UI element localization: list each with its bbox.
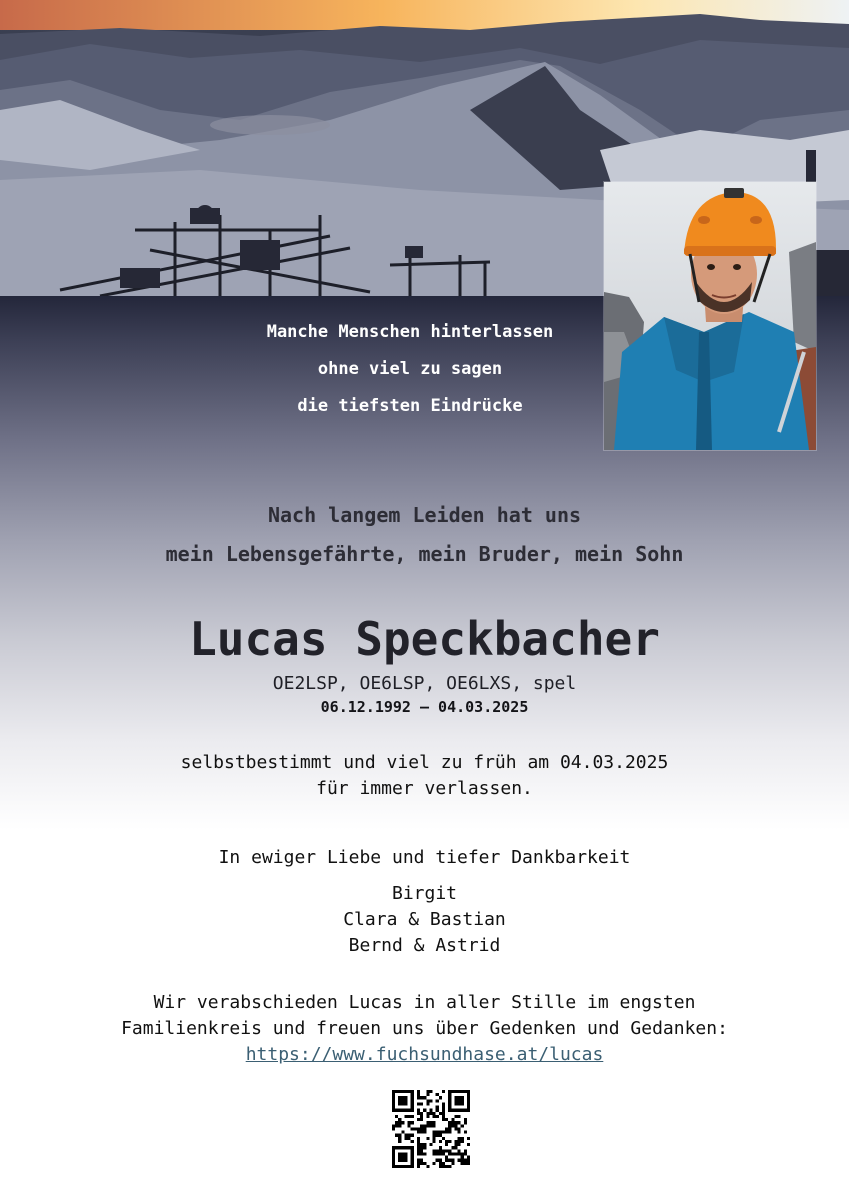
quote-line: ohne viel zu sagen [317, 359, 503, 379]
quote-line: Manche Menschen hinterlassen [266, 322, 554, 342]
portrait-photo [604, 182, 816, 450]
mourner-name: Clara & Bastian [343, 909, 506, 930]
memorial-link[interactable]: https://www.fuchsundhase.at/lucas [245, 1044, 604, 1065]
callsigns: OE2LSP, OE6LSP, OE6LXS, spel [272, 673, 577, 694]
passing-statement [0, 750, 849, 802]
announcement [0, 496, 849, 574]
passing-line: für immer verlassen. [316, 778, 533, 799]
announcement-line: Nach langem Leiden hat uns [267, 503, 582, 527]
qr-code[interactable] [392, 1090, 470, 1168]
mourners-heading: In ewiger Liebe und tiefer Dankbarkeit [218, 847, 631, 868]
farewell-line: Familienkreis und freuen uns über Gedenken und Gedanken: [121, 1018, 728, 1039]
quote-line: die tiefsten Eindrücke [297, 396, 523, 416]
mourner-name: Bernd & Astrid [348, 935, 501, 956]
announcement-line: mein Lebensgefährte, mein Bruder, mein Sohn [165, 542, 684, 566]
farewell-text [0, 990, 849, 1068]
mourner-name: Birgit [391, 883, 458, 904]
passing-line: selbstbestimmt und viel zu früh am 04.03.2025 [180, 752, 669, 773]
life-dates: 06.12.1992 – 04.03.2025 [320, 698, 529, 716]
memorial-quote [210, 314, 610, 425]
deceased-name: Lucas Speckbacher [189, 612, 660, 666]
mourners-list [0, 881, 849, 959]
farewell-line: Wir verabschieden Lucas in aller Stille im engsten [153, 992, 696, 1013]
